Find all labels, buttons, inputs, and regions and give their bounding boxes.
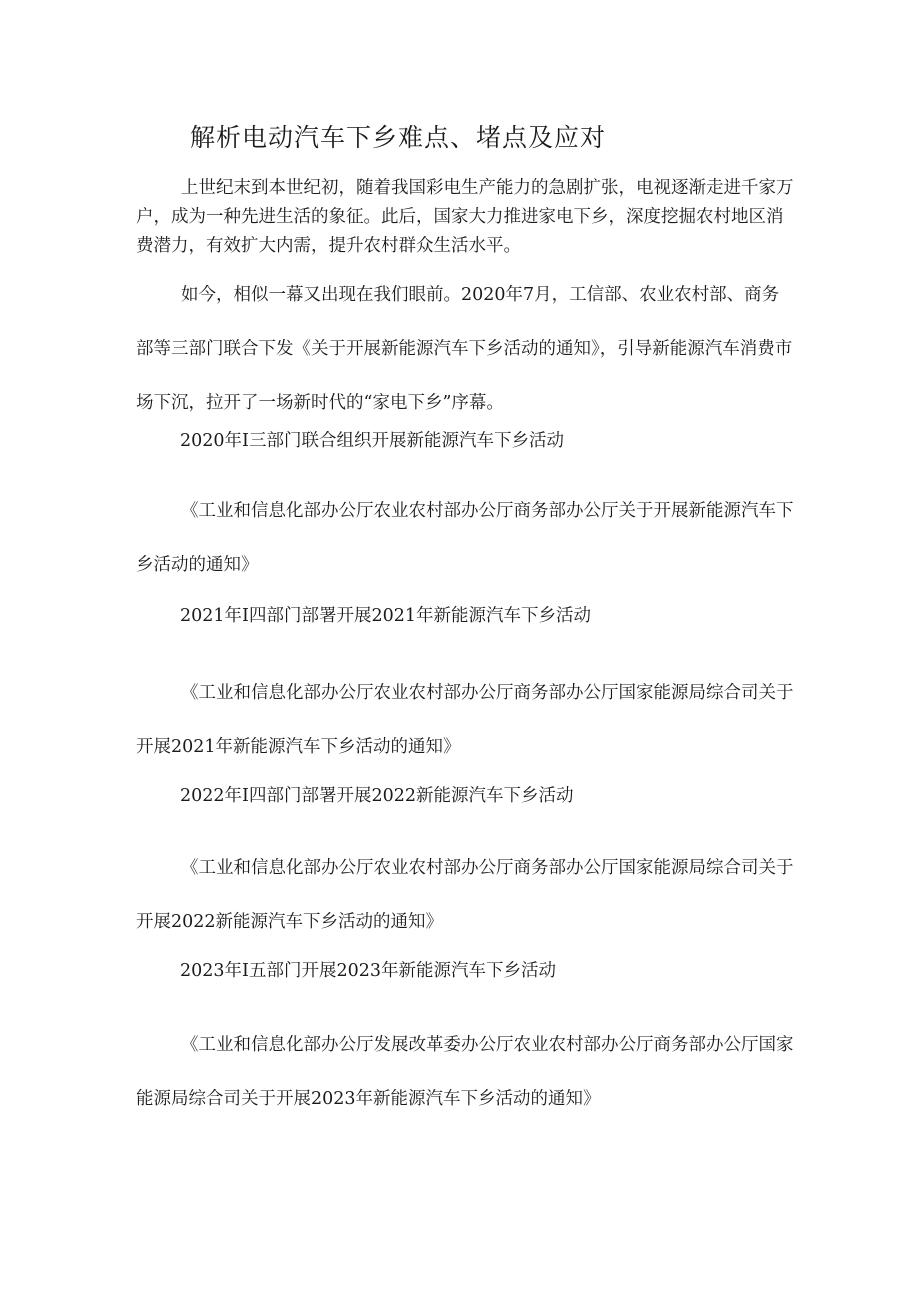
notice-2020: 《工业和信息化部办公厅农业农村部办公厅商务部办公厅关于开展新能源汽车下乡活动的通知》 xyxy=(136,501,794,575)
document-title: 解析电动汽车下乡难点、堵点及应对 xyxy=(190,123,607,152)
section-heading-2022: 2022年I四部门部署开展2022新能源汽车下乡活动 xyxy=(180,786,574,806)
section-heading-2021: 2021年I四部门部署开展2021年新能源汽车下乡活动 xyxy=(180,606,591,626)
notice-2022: 《工业和信息化部办公厅农业农村部办公厅商务部办公厅国家能源局综合司关于开展2022新能源汽车下乡活动的通知》 xyxy=(136,858,794,932)
section-heading-2023: 2023年I五部门开展2023年新能源汽车下乡活动 xyxy=(180,961,556,981)
notice-2023: 《工业和信息化部办公厅发展改革委办公厅农业农村部办公厅商务部办公厅国家能源局综合司关于开展2023年新能源汽车下乡活动的通知》 xyxy=(136,1035,794,1109)
intro-paragraph-2: 如今，相似一幕又出现在我们眼前。2020年7月，工信部、农业农村部、商务部等三部门联合下发《关于开展新能源汽车下乡活动的通知》，引导新能源汽车消费市场下沉，拉开了一场新时代的“家电下乡”序幕。 xyxy=(136,285,793,413)
intro-paragraph-1: 上世纪末到本世纪初，随着我国彩电生产能力的急剧扩张，电视逐渐走进千家万户，成为一种先进生活的象征。此后，国家大力推进家电下乡，深度挖掘农村地区消费潜力，有效扩大内需，提升农村群众生活水平。 xyxy=(136,178,794,256)
notice-2021: 《工业和信息化部办公厅农业农村部办公厅商务部办公厅国家能源局综合司关于开展2021年新能源汽车下乡活动的通知》 xyxy=(136,683,794,757)
section-heading-2020: 2020年I三部门联合组织开展新能源汽车下乡活动 xyxy=(180,431,564,451)
